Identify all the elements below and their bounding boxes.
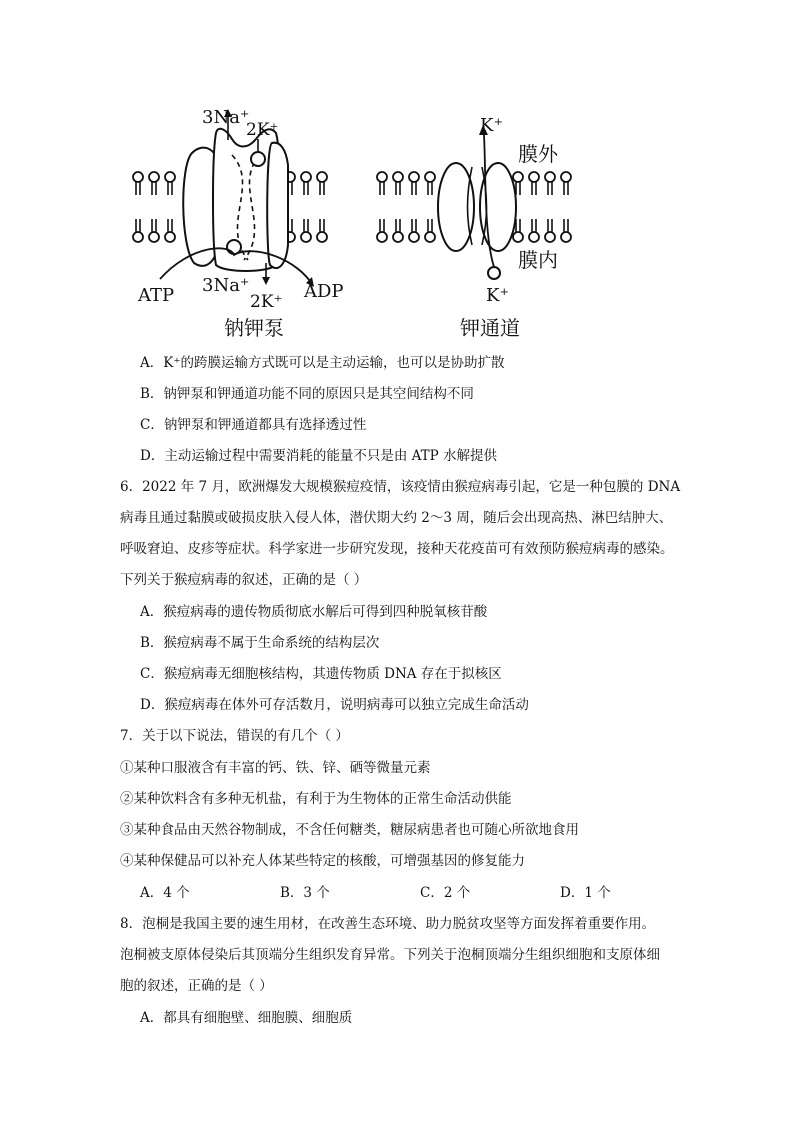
q6-option-d: D．猴痘病毒在体外可存活数月，说明病毒可以独立完成生命活动 [140, 697, 529, 713]
channel-lipid-bilayer-left [377, 172, 435, 242]
pump-atp-label: ATP [138, 285, 175, 306]
q7-item-4: ④某种保健品可以补充人体某些特定的核酸，可增强基因的修复能力 [120, 853, 525, 869]
channel-outside-label: 膜外 [518, 142, 558, 166]
q5-option-c: C．钠钾泵和钾通道都具有选择透过性 [140, 417, 367, 433]
q6-option-b: B．猴痘病毒不属于生命系统的结构层次 [140, 635, 380, 651]
q7-options [140, 884, 754, 902]
q8-stem-line-2: 泡桐被支原体侵染后其顶端分生组织发育异常。下列关于泡桐顶端分生组织细胞和支原体细 [120, 947, 660, 963]
q7-item-2: ②某种饮料含有多种无机盐，有利于为生物体的正常生命活动供能 [120, 791, 512, 807]
membrane-transport-figure [120, 95, 590, 345]
pump-na-bottom-label: 3Na⁺ [202, 275, 250, 296]
q7-option-d: D．1 个 [560, 885, 611, 901]
channel-k-bottom-label: K⁺ [486, 285, 509, 306]
potassium-channel-diagram [377, 115, 571, 340]
q8-stem-line-3: 胞的叙述，正确的是（ ） [120, 978, 273, 994]
q7-option-a: A．4 个 [140, 885, 190, 901]
channel-inside-label: 膜内 [518, 248, 558, 272]
channel-caption: 钾通道 [460, 316, 520, 340]
q5-option-b: B．钠钾泵和钾通道功能不同的原因只是其空间结构不同 [140, 386, 474, 402]
pump-caption: 钠钾泵 [224, 316, 284, 340]
q6-option-a: A．猴痘病毒的遗传物质彻底水解后可得到四种脱氧核苷酸 [140, 604, 488, 620]
pump-k-top-label: 2K⁺ [246, 120, 279, 140]
q6-stem-line-1: 6．2022 年 7 月，欧洲爆发大规模猴痘疫情，该疫情由猴痘病毒引起，它是一种包膜的 DNA [120, 479, 681, 495]
q7-stem: 7．关于以下说法，错误的有几个（ ） [120, 728, 349, 744]
lipid-bilayer-left [133, 172, 175, 242]
pump-na-top-label: 3Na⁺ [202, 107, 250, 128]
q5-option-a: A．K⁺的跨膜运输方式既可以是主动运输，也可以是协助扩散 [140, 355, 505, 371]
channel-lipid-bilayer-right [513, 172, 571, 242]
q7-item-1: ①某种口服液含有丰富的钙、铁、锌、硒等微量元素 [120, 760, 431, 776]
sodium-potassium-pump-diagram [133, 107, 344, 340]
q8-option-a: A．都具有细胞壁、细胞膜、细胞质 [140, 1010, 353, 1026]
q7-option-c: C．2 个 [420, 885, 471, 901]
pump-adp-label: ADP [304, 281, 344, 302]
pump-protein-right [267, 143, 288, 268]
q7-option-b: B．3 个 [280, 885, 330, 901]
q6-option-c: C．猴痘病毒无细胞核结构，其遗传物质 DNA 存在于拟核区 [140, 666, 502, 682]
q8-stem-line-1: 8．泡桐是我国主要的速生用材，在改善生态环境、助力脱贫攻坚等方面发挥着重要作用。 [120, 916, 656, 932]
lipid-bilayer-right [285, 172, 327, 242]
q5-option-d: D．主动运输过程中需要消耗的能量不只是由 ATP 水解提供 [140, 448, 498, 464]
channel-k-ion [488, 267, 500, 279]
channel-protein-left [438, 163, 474, 251]
channel-k-top-label: K⁺ [480, 115, 503, 136]
q7-item-3: ③某种食品由天然谷物制成，不含任何糖类，糖尿病患者也可随心所欲地食用 [120, 822, 579, 838]
q6-stem-line-3: 呼吸窘迫、皮疹等症状。科学家进一步研究发现，接种天花疫苗可有效预防猴痘病毒的感染。 [120, 541, 674, 557]
pump-k-bottom-label: 2K⁺ [250, 292, 283, 312]
q6-stem-line-4: 下列关于猴痘病毒的叙述，正确的是（ ） [120, 572, 368, 588]
k-ion-top [251, 152, 265, 166]
q6-stem-line-2: 病毒且通过黏膜或破损皮肤入侵人体，潜伏期大约 2～3 周，随后会出现高热、淋巴结肿大、 [120, 510, 673, 526]
